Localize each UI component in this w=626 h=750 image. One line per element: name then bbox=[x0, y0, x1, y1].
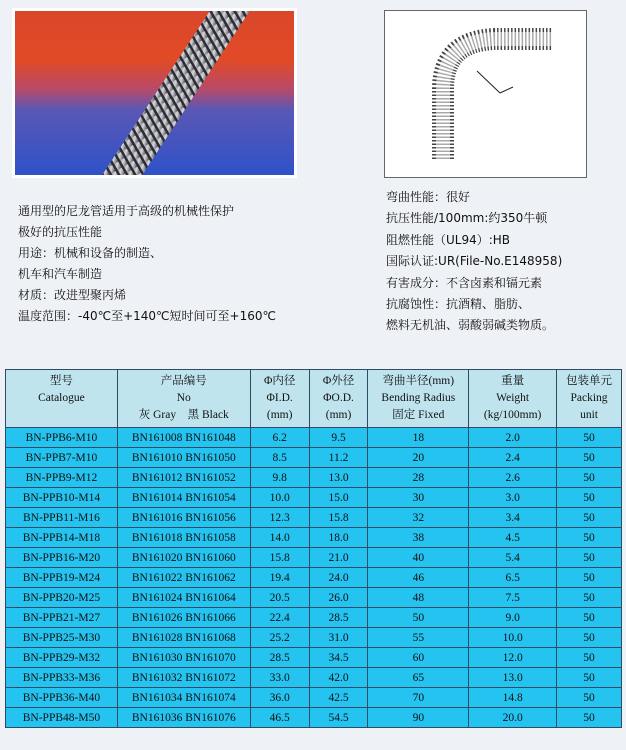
cell-id: 25.2 bbox=[250, 628, 309, 648]
cell-od: 34.5 bbox=[309, 648, 368, 668]
cell-product bbox=[117, 668, 250, 688]
table-row bbox=[6, 708, 622, 728]
cell-weight: 6.5 bbox=[469, 568, 557, 588]
cell-weight: 13.0 bbox=[469, 668, 557, 688]
cell-pack: 50 bbox=[557, 628, 622, 648]
cell-weight: 2.6 bbox=[469, 468, 557, 488]
cell-product bbox=[117, 448, 250, 468]
cell-id: 20.5 bbox=[250, 588, 309, 608]
cell-product bbox=[117, 548, 250, 568]
cell-model: BN-PPB7-M10 bbox=[6, 448, 118, 468]
cell-gray: BN161012 bbox=[131, 471, 183, 484]
header-text: ΦO.D. bbox=[323, 392, 354, 404]
cell-bend: 55 bbox=[368, 628, 469, 648]
cell-weight: 3.4 bbox=[469, 508, 557, 528]
header-text: 固定 Fixed bbox=[392, 409, 445, 421]
table-row bbox=[6, 448, 622, 468]
cell-pack: 50 bbox=[557, 608, 622, 628]
cell-id: 33.0 bbox=[250, 668, 309, 688]
cell-id: 14.0 bbox=[250, 528, 309, 548]
cell-pack: 50 bbox=[557, 468, 622, 488]
cell-pack: 50 bbox=[557, 568, 622, 588]
cell-pack: 50 bbox=[557, 708, 622, 728]
cell-product bbox=[117, 528, 250, 548]
cell-bend: 40 bbox=[368, 548, 469, 568]
cell-model: BN-PPB33-M36 bbox=[6, 668, 118, 688]
table-row bbox=[6, 688, 622, 708]
desc-right-line: 有害成分：不含卤素和镉元素 bbox=[386, 275, 543, 290]
cell-pack: 50 bbox=[557, 508, 622, 528]
cell-od: 21.0 bbox=[309, 548, 368, 568]
cell-model: BN-PPB29-M32 bbox=[6, 648, 118, 668]
header-model bbox=[6, 370, 118, 428]
cell-gray: BN161018 bbox=[131, 531, 183, 544]
cell-weight: 7.5 bbox=[469, 588, 557, 608]
cell-black: BN161062 bbox=[185, 571, 236, 584]
cell-gray: BN161028 bbox=[131, 631, 183, 644]
table-row bbox=[6, 428, 622, 448]
cell-gray: BN161016 bbox=[131, 511, 183, 524]
header-text: 包装单元 bbox=[566, 375, 613, 387]
cell-model: BN-PPB25-M30 bbox=[6, 628, 118, 648]
cell-black: BN161070 bbox=[185, 651, 236, 664]
cell-bend: 32 bbox=[368, 508, 469, 528]
table-body bbox=[6, 428, 622, 728]
product-photo-corrugated-tube bbox=[12, 8, 297, 178]
table-row bbox=[6, 488, 622, 508]
table-row bbox=[6, 628, 622, 648]
cell-id: 46.5 bbox=[250, 708, 309, 728]
corrugated-tube-graphic bbox=[15, 11, 294, 175]
cell-od: 54.5 bbox=[309, 708, 368, 728]
cell-black: BN161048 bbox=[185, 431, 236, 444]
cell-black: BN161058 bbox=[185, 531, 236, 544]
cell-model: BN-PPB11-M16 bbox=[6, 508, 118, 528]
header-text: Φ外径 bbox=[322, 375, 355, 387]
header-text: No bbox=[176, 392, 191, 404]
cell-product bbox=[117, 488, 250, 508]
cell-od: 13.0 bbox=[309, 468, 368, 488]
header-color-pair bbox=[118, 407, 250, 424]
header-text: (mm) bbox=[325, 409, 352, 421]
cell-product bbox=[117, 508, 250, 528]
cell-gray: BN161014 bbox=[131, 491, 183, 504]
cell-od: 9.5 bbox=[309, 428, 368, 448]
cell-bend: 18 bbox=[368, 428, 469, 448]
cell-black: BN161064 bbox=[185, 591, 236, 604]
cell-gray: BN161032 bbox=[131, 671, 183, 684]
product-drawing-bent-tube bbox=[384, 10, 587, 178]
cell-bend: 50 bbox=[368, 608, 469, 628]
cell-gray: BN161026 bbox=[131, 611, 183, 624]
table-row bbox=[6, 668, 622, 688]
cell-od: 31.0 bbox=[309, 628, 368, 648]
cell-product bbox=[117, 608, 250, 628]
cell-black: BN161050 bbox=[185, 451, 236, 464]
header-text: Φ内径 bbox=[263, 375, 296, 387]
cell-pack: 50 bbox=[557, 428, 622, 448]
table-row bbox=[6, 528, 622, 548]
desc-right-line: 国际认证:UR(File-No.E148958) bbox=[386, 254, 563, 269]
desc-right-line: 燃料无机油、弱酸弱碱类物质。 bbox=[386, 318, 555, 333]
cell-pack: 50 bbox=[557, 448, 622, 468]
header-text: (kg/100mm) bbox=[483, 409, 542, 421]
description-right bbox=[386, 187, 562, 337]
header-text: unit bbox=[580, 409, 598, 421]
cell-pack: 50 bbox=[557, 548, 622, 568]
cell-bend: 20 bbox=[368, 448, 469, 468]
cell-black: BN161072 bbox=[185, 671, 236, 684]
cell-bend: 65 bbox=[368, 668, 469, 688]
cell-product bbox=[117, 648, 250, 668]
cell-weight: 20.0 bbox=[469, 708, 557, 728]
cell-id: 19.4 bbox=[250, 568, 309, 588]
cell-id: 8.5 bbox=[250, 448, 309, 468]
cell-od: 26.0 bbox=[309, 588, 368, 608]
table-row bbox=[6, 468, 622, 488]
table-row bbox=[6, 568, 622, 588]
cell-bend: 38 bbox=[368, 528, 469, 548]
cell-pack: 50 bbox=[557, 528, 622, 548]
cell-pack: 50 bbox=[557, 488, 622, 508]
table-row bbox=[6, 508, 622, 528]
header-pack bbox=[557, 370, 622, 428]
header-product bbox=[117, 370, 250, 428]
cell-id: 36.0 bbox=[250, 688, 309, 708]
desc-left-line: 通用型的尼龙管适用于高级的机械性保护 bbox=[18, 204, 235, 218]
cell-product bbox=[117, 568, 250, 588]
cell-od: 24.0 bbox=[309, 568, 368, 588]
cell-bend: 60 bbox=[368, 648, 469, 668]
cell-gray: BN161030 bbox=[131, 651, 183, 664]
cell-model: BN-PPB16-M20 bbox=[6, 548, 118, 568]
cell-weight: 12.0 bbox=[469, 648, 557, 668]
header-od bbox=[309, 370, 368, 428]
desc-left-line: 机车和汽车制造 bbox=[18, 267, 103, 281]
cell-bend: 90 bbox=[368, 708, 469, 728]
cell-bend: 28 bbox=[368, 468, 469, 488]
cell-product bbox=[117, 688, 250, 708]
description-left bbox=[18, 201, 276, 327]
header-text: Bending Radius bbox=[381, 392, 456, 404]
cell-product bbox=[117, 628, 250, 648]
cell-id: 15.8 bbox=[250, 548, 309, 568]
table-row bbox=[6, 588, 622, 608]
cell-black: BN161054 bbox=[185, 491, 236, 504]
cell-pack: 50 bbox=[557, 648, 622, 668]
cell-od: 42.5 bbox=[309, 688, 368, 708]
header-text: Packing bbox=[570, 392, 608, 404]
cell-id: 9.8 bbox=[250, 468, 309, 488]
cell-bend: 30 bbox=[368, 488, 469, 508]
cell-od: 15.8 bbox=[309, 508, 368, 528]
cell-model: BN-PPB19-M24 bbox=[6, 568, 118, 588]
cell-product bbox=[117, 708, 250, 728]
header-text: 产品编号 bbox=[160, 375, 207, 387]
cell-weight: 10.0 bbox=[469, 628, 557, 648]
cell-gray: BN161020 bbox=[131, 551, 183, 564]
cell-od: 42.0 bbox=[309, 668, 368, 688]
header-text: ΦI.D. bbox=[266, 392, 293, 404]
cell-black: BN161060 bbox=[185, 551, 236, 564]
cell-od: 11.2 bbox=[309, 448, 368, 468]
cell-product bbox=[117, 428, 250, 448]
desc-left-line: 温度范围：-40℃至+140℃短时间可至+160℃ bbox=[18, 309, 276, 323]
header-text: Catalogue bbox=[38, 392, 85, 404]
cell-model: BN-PPB10-M14 bbox=[6, 488, 118, 508]
cell-pack: 50 bbox=[557, 588, 622, 608]
table-row bbox=[6, 648, 622, 668]
cell-black: BN161076 bbox=[185, 711, 236, 724]
cell-id: 12.3 bbox=[250, 508, 309, 528]
cell-black: BN161056 bbox=[185, 511, 236, 524]
cell-od: 28.5 bbox=[309, 608, 368, 628]
cell-weight: 14.8 bbox=[469, 688, 557, 708]
cell-gray: BN161036 bbox=[131, 711, 183, 724]
spec-table bbox=[5, 369, 622, 728]
cell-id: 10.0 bbox=[250, 488, 309, 508]
desc-right-line: 抗压性能/100mm:约350牛顿 bbox=[386, 211, 548, 226]
header-bend bbox=[368, 370, 469, 428]
cell-black: BN161068 bbox=[185, 631, 236, 644]
cell-gray: BN161010 bbox=[131, 451, 183, 464]
cell-weight: 9.0 bbox=[469, 608, 557, 628]
cell-gray: BN161008 bbox=[131, 431, 183, 444]
cell-id: 22.4 bbox=[250, 608, 309, 628]
cell-black: BN161052 bbox=[185, 471, 236, 484]
cell-model: BN-PPB48-M50 bbox=[6, 708, 118, 728]
desc-left-line: 极好的抗压性能 bbox=[18, 225, 103, 239]
cell-weight: 3.0 bbox=[469, 488, 557, 508]
desc-left-line: 材质：改进型聚丙烯 bbox=[18, 288, 127, 302]
cell-weight: 2.4 bbox=[469, 448, 557, 468]
cell-weight: 5.4 bbox=[469, 548, 557, 568]
header-text: Weight bbox=[496, 392, 530, 404]
cell-weight: 2.0 bbox=[469, 428, 557, 448]
desc-right-line: 阻燃性能（UL94）:HB bbox=[386, 232, 511, 247]
bent-tube-drawing bbox=[385, 11, 586, 177]
cell-weight: 4.5 bbox=[469, 528, 557, 548]
cell-gray: BN161024 bbox=[131, 591, 183, 604]
cell-model: BN-PPB21-M27 bbox=[6, 608, 118, 628]
cell-pack: 50 bbox=[557, 668, 622, 688]
desc-right-line: 抗腐蚀性：抗酒精、脂肪、 bbox=[386, 297, 531, 312]
cell-pack: 50 bbox=[557, 688, 622, 708]
cell-black: BN161074 bbox=[185, 691, 236, 704]
header-text: 型号 bbox=[49, 375, 73, 387]
cell-product bbox=[117, 468, 250, 488]
header-gray: 灰 Gray bbox=[138, 409, 177, 421]
desc-left-line: 用途：机械和设备的制造、 bbox=[18, 246, 163, 260]
cell-bend: 48 bbox=[368, 588, 469, 608]
cell-model: BN-PPB6-M10 bbox=[6, 428, 118, 448]
cell-model: BN-PPB36-M40 bbox=[6, 688, 118, 708]
table-row bbox=[6, 548, 622, 568]
cell-id: 6.2 bbox=[250, 428, 309, 448]
cell-model: BN-PPB14-M18 bbox=[6, 528, 118, 548]
cell-id: 28.5 bbox=[250, 648, 309, 668]
cell-gray: BN161022 bbox=[131, 571, 183, 584]
cell-bend: 46 bbox=[368, 568, 469, 588]
header-text: 重量 bbox=[501, 375, 525, 387]
cell-bend: 70 bbox=[368, 688, 469, 708]
header-black: 黑 Black bbox=[187, 409, 229, 421]
cell-black: BN161066 bbox=[185, 611, 236, 624]
header-weight bbox=[469, 370, 557, 428]
cell-od: 18.0 bbox=[309, 528, 368, 548]
table-header-row bbox=[6, 370, 622, 428]
desc-right-line: 弯曲性能：很好 bbox=[386, 190, 471, 204]
cell-model: BN-PPB9-M12 bbox=[6, 468, 118, 488]
cell-gray: BN161034 bbox=[131, 691, 183, 704]
cell-od: 15.0 bbox=[309, 488, 368, 508]
header-id bbox=[250, 370, 309, 428]
header-text: (mm) bbox=[266, 409, 293, 421]
cell-model: BN-PPB20-M25 bbox=[6, 588, 118, 608]
cell-product bbox=[117, 588, 250, 608]
table-row bbox=[6, 608, 622, 628]
header-text bbox=[6, 407, 117, 424]
header-text: 弯曲半径(mm) bbox=[382, 375, 455, 387]
